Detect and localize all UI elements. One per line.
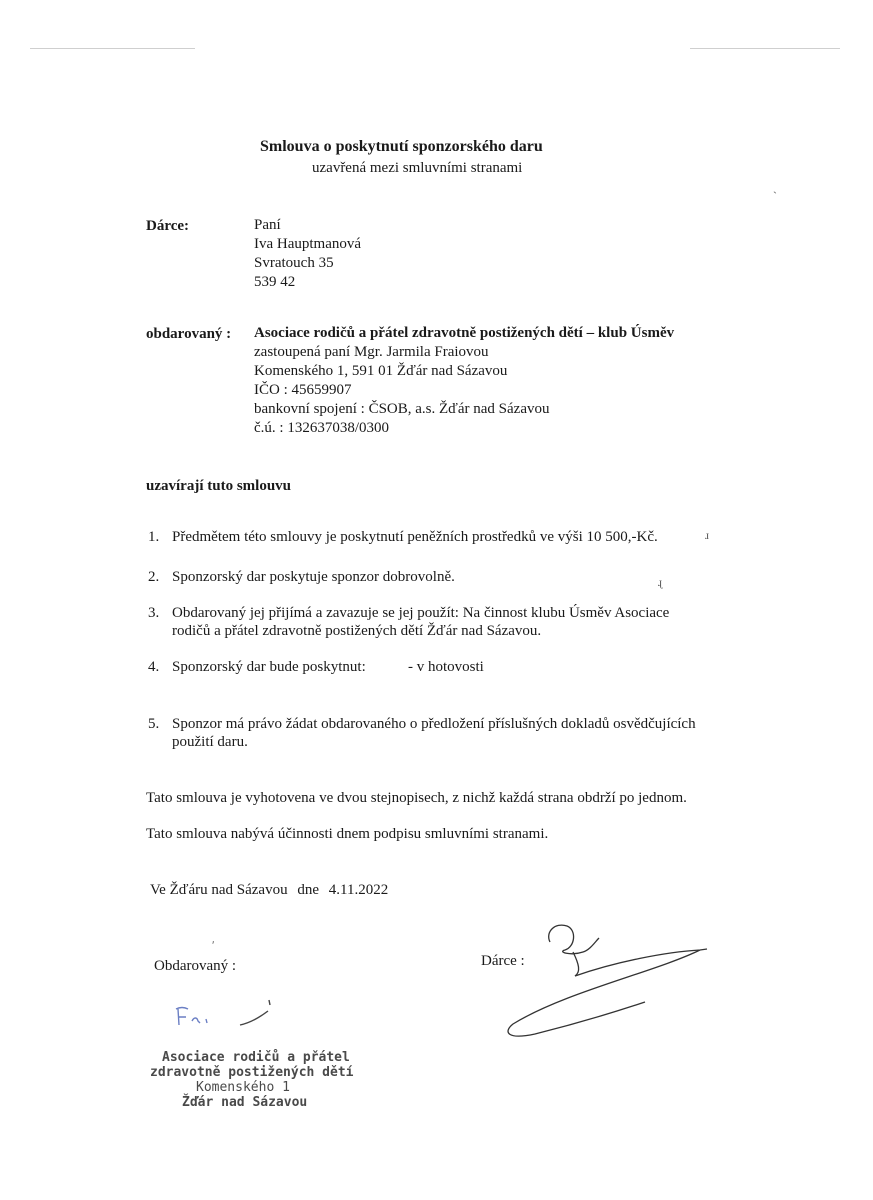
recipient-signature-label: Obdarovaný : <box>154 958 237 974</box>
clause-text: Obdarovaný jej přijímá a zavazuje se jej použít: Na činnost klubu Úsměv Asociace <box>172 605 670 621</box>
donor-line: Svratouch 35 <box>254 255 334 271</box>
clause-number: 2. <box>148 569 160 585</box>
clause-number: 4. <box>148 659 160 675</box>
recipient-block <box>254 324 674 438</box>
stamp-line: Asociace rodičů a přátel <box>162 1050 350 1065</box>
donor-line: Paní <box>254 217 281 233</box>
clause-continuation: použití daru. <box>172 734 248 750</box>
clause-text: Sponzor má právo žádat obdarovaného o předložení příslušných dokladů osvědčujících <box>172 716 696 732</box>
donor-line: Iva Hauptmanová <box>254 236 362 252</box>
recipient-line: Komenského 1, 591 01 Žďár nad Sázavou <box>254 363 508 379</box>
scan-rule-right <box>690 48 840 49</box>
organization-stamp <box>150 1050 354 1110</box>
date: 4.11.2022 <box>328 882 389 898</box>
stamp-line: zdravotně postižených dětí <box>150 1065 354 1080</box>
stamp-line: Žďár nad Sázavou <box>182 1095 308 1110</box>
recipient-line: č.ú. : 132637038/0300 <box>254 420 389 436</box>
clause-payment-method: - v hotovosti <box>408 659 484 675</box>
scan-mark: ˏ <box>773 180 777 194</box>
clause-number: 5. <box>148 716 160 732</box>
donor-signature-label: Dárce : <box>481 953 525 969</box>
scan-mark: ɻ <box>658 575 662 589</box>
scan-mark: ʹ <box>212 938 215 952</box>
clause-text: Sponzorský dar poskytuje sponzor dobrovolně. <box>172 569 455 585</box>
place-date <box>150 882 388 899</box>
paragraph-copies: Tato smlouva je vyhotovena ve dvou stejnopisech, z nichž každá strana obdrží po jednom. <box>146 790 687 806</box>
clause-text: Sponzorský dar bude poskytnut: <box>172 659 366 675</box>
contract-intro: uzavírají tuto smlouvu <box>146 478 292 494</box>
donor-line: 539 42 <box>254 274 296 290</box>
recipient-line: bankovní spojení : ČSOB, a.s. Žďár nad Sázavou <box>254 401 550 417</box>
scan-rule-left <box>30 48 195 49</box>
date-label: dne <box>297 882 319 898</box>
recipient-signature <box>170 995 290 1040</box>
donor-label: Dárce: <box>146 218 190 234</box>
stamp-line: Komenského 1 <box>196 1080 290 1095</box>
recipient-line: zastoupená paní Mgr. Jarmila Fraiovou <box>254 344 489 360</box>
paragraph-validity: Tato smlouva nabývá účinnosti dnem podpisu smluvními stranami. <box>146 826 549 842</box>
document-subtitle: uzavřená mezi smluvními stranami <box>312 160 523 176</box>
donor-address <box>254 216 361 292</box>
place: Ve Žďáru nad Sázavou <box>150 882 288 898</box>
document-title: Smlouva o poskytnutí sponzorského daru <box>260 138 543 155</box>
recipient-label: obdarovaný : <box>146 326 232 342</box>
clause-number: 1. <box>148 529 160 545</box>
clause-continuation: rodičů a přátel zdravotně postižených dětí Žďár nad Sázavou. <box>172 623 542 639</box>
donor-signature <box>495 912 735 1052</box>
clause-number: 3. <box>148 605 160 621</box>
recipient-name: Asociace rodičů a přátel zdravotně postižených dětí – klub Úsměv <box>254 325 675 341</box>
scan-mark: ɹ <box>705 528 709 542</box>
clause-text: Předmětem této smlouvy je poskytnutí peněžních prostředků ve výši 10 500,-Kč. <box>172 529 658 545</box>
recipient-line: IČO : 45659907 <box>254 382 352 398</box>
